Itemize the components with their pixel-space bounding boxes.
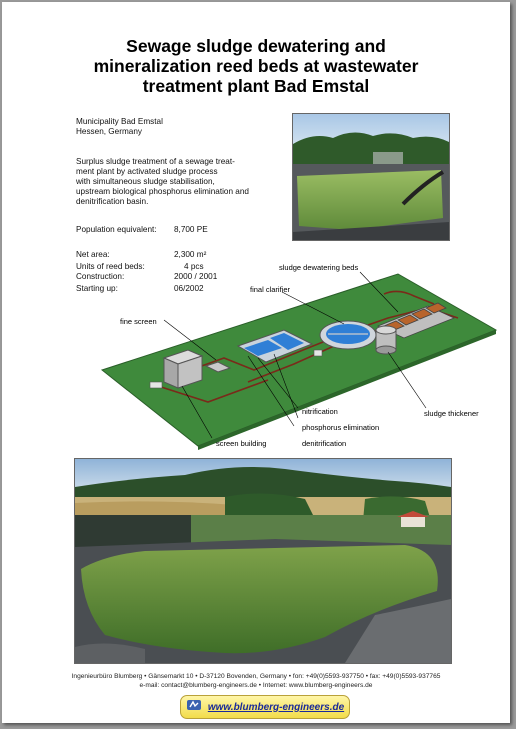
description-line: denitrification basin. [76, 197, 149, 206]
label-sludge-thickener: sludge thickener [424, 409, 479, 418]
reed-bed-photo-large [74, 458, 452, 664]
description-line: with simultaneous sludge stabilisation, [76, 177, 215, 186]
spec-label: Population equivalent: [76, 225, 157, 234]
plant-diagram [98, 258, 504, 458]
title-line-2: mineralization reed beds at wastewater [93, 56, 419, 76]
spec-label: Net area: [76, 250, 110, 259]
title-line-3: treatment plant Bad Emstal [142, 76, 370, 96]
spec-value: 4 pcs [184, 262, 204, 271]
website-link[interactable]: www.blumberg-engineers.de [207, 701, 345, 713]
title-line-1: Sewage sludge dewatering and [126, 36, 386, 56]
reed-bed-photo-top [292, 113, 450, 241]
footer-address: Ingenieurbüro Blumberg • Gänsemarkt 10 • D-37120 Bovenden, Germany • fon: +49(0)5593-937750 • fax: +49(0)5593-937765 [71, 673, 441, 680]
label-sludge-beds: sludge dewatering beds [279, 263, 359, 272]
location-block [76, 117, 163, 137]
description-line: upstream biological phosphorus elimination and [76, 187, 249, 196]
footer-contact: e-mail: contact@blumberg-engineers.de • Internet: www.blumberg-engineers.de [139, 682, 373, 689]
spec-value: 06/2002 [174, 284, 204, 293]
page-title [22, 36, 490, 96]
label-phosphorus: phosphorus elimination [302, 423, 380, 432]
label-final-clarifier: final clarifier [250, 285, 291, 294]
website-button[interactable] [180, 695, 350, 719]
description-line: ment plant by activated sludge process [76, 167, 218, 176]
spec-label: Units of reed beds: [76, 262, 145, 271]
spec-label: Starting up: [76, 284, 118, 293]
location-municipality: Municipality Bad Emstal [76, 117, 163, 126]
spec-value: 8,700 PE [174, 225, 208, 234]
label-screen-building: screen building [216, 439, 267, 448]
blumberg-logo-icon [186, 698, 202, 717]
label-nitrification: nitrification [302, 407, 338, 416]
spec-value: 2,300 m² [174, 250, 207, 259]
spec-label: Construction: [76, 272, 125, 281]
description-line: Surplus sludge treatment of a sewage treat- [76, 157, 235, 166]
label-denitrification: denitrification [302, 439, 347, 448]
description-block [76, 157, 249, 207]
label-fine-screen: fine screen [120, 317, 157, 326]
spec-value: 2000 / 2001 [174, 272, 218, 281]
location-region: Hessen, Germany [76, 127, 142, 136]
document-page [2, 2, 510, 723]
